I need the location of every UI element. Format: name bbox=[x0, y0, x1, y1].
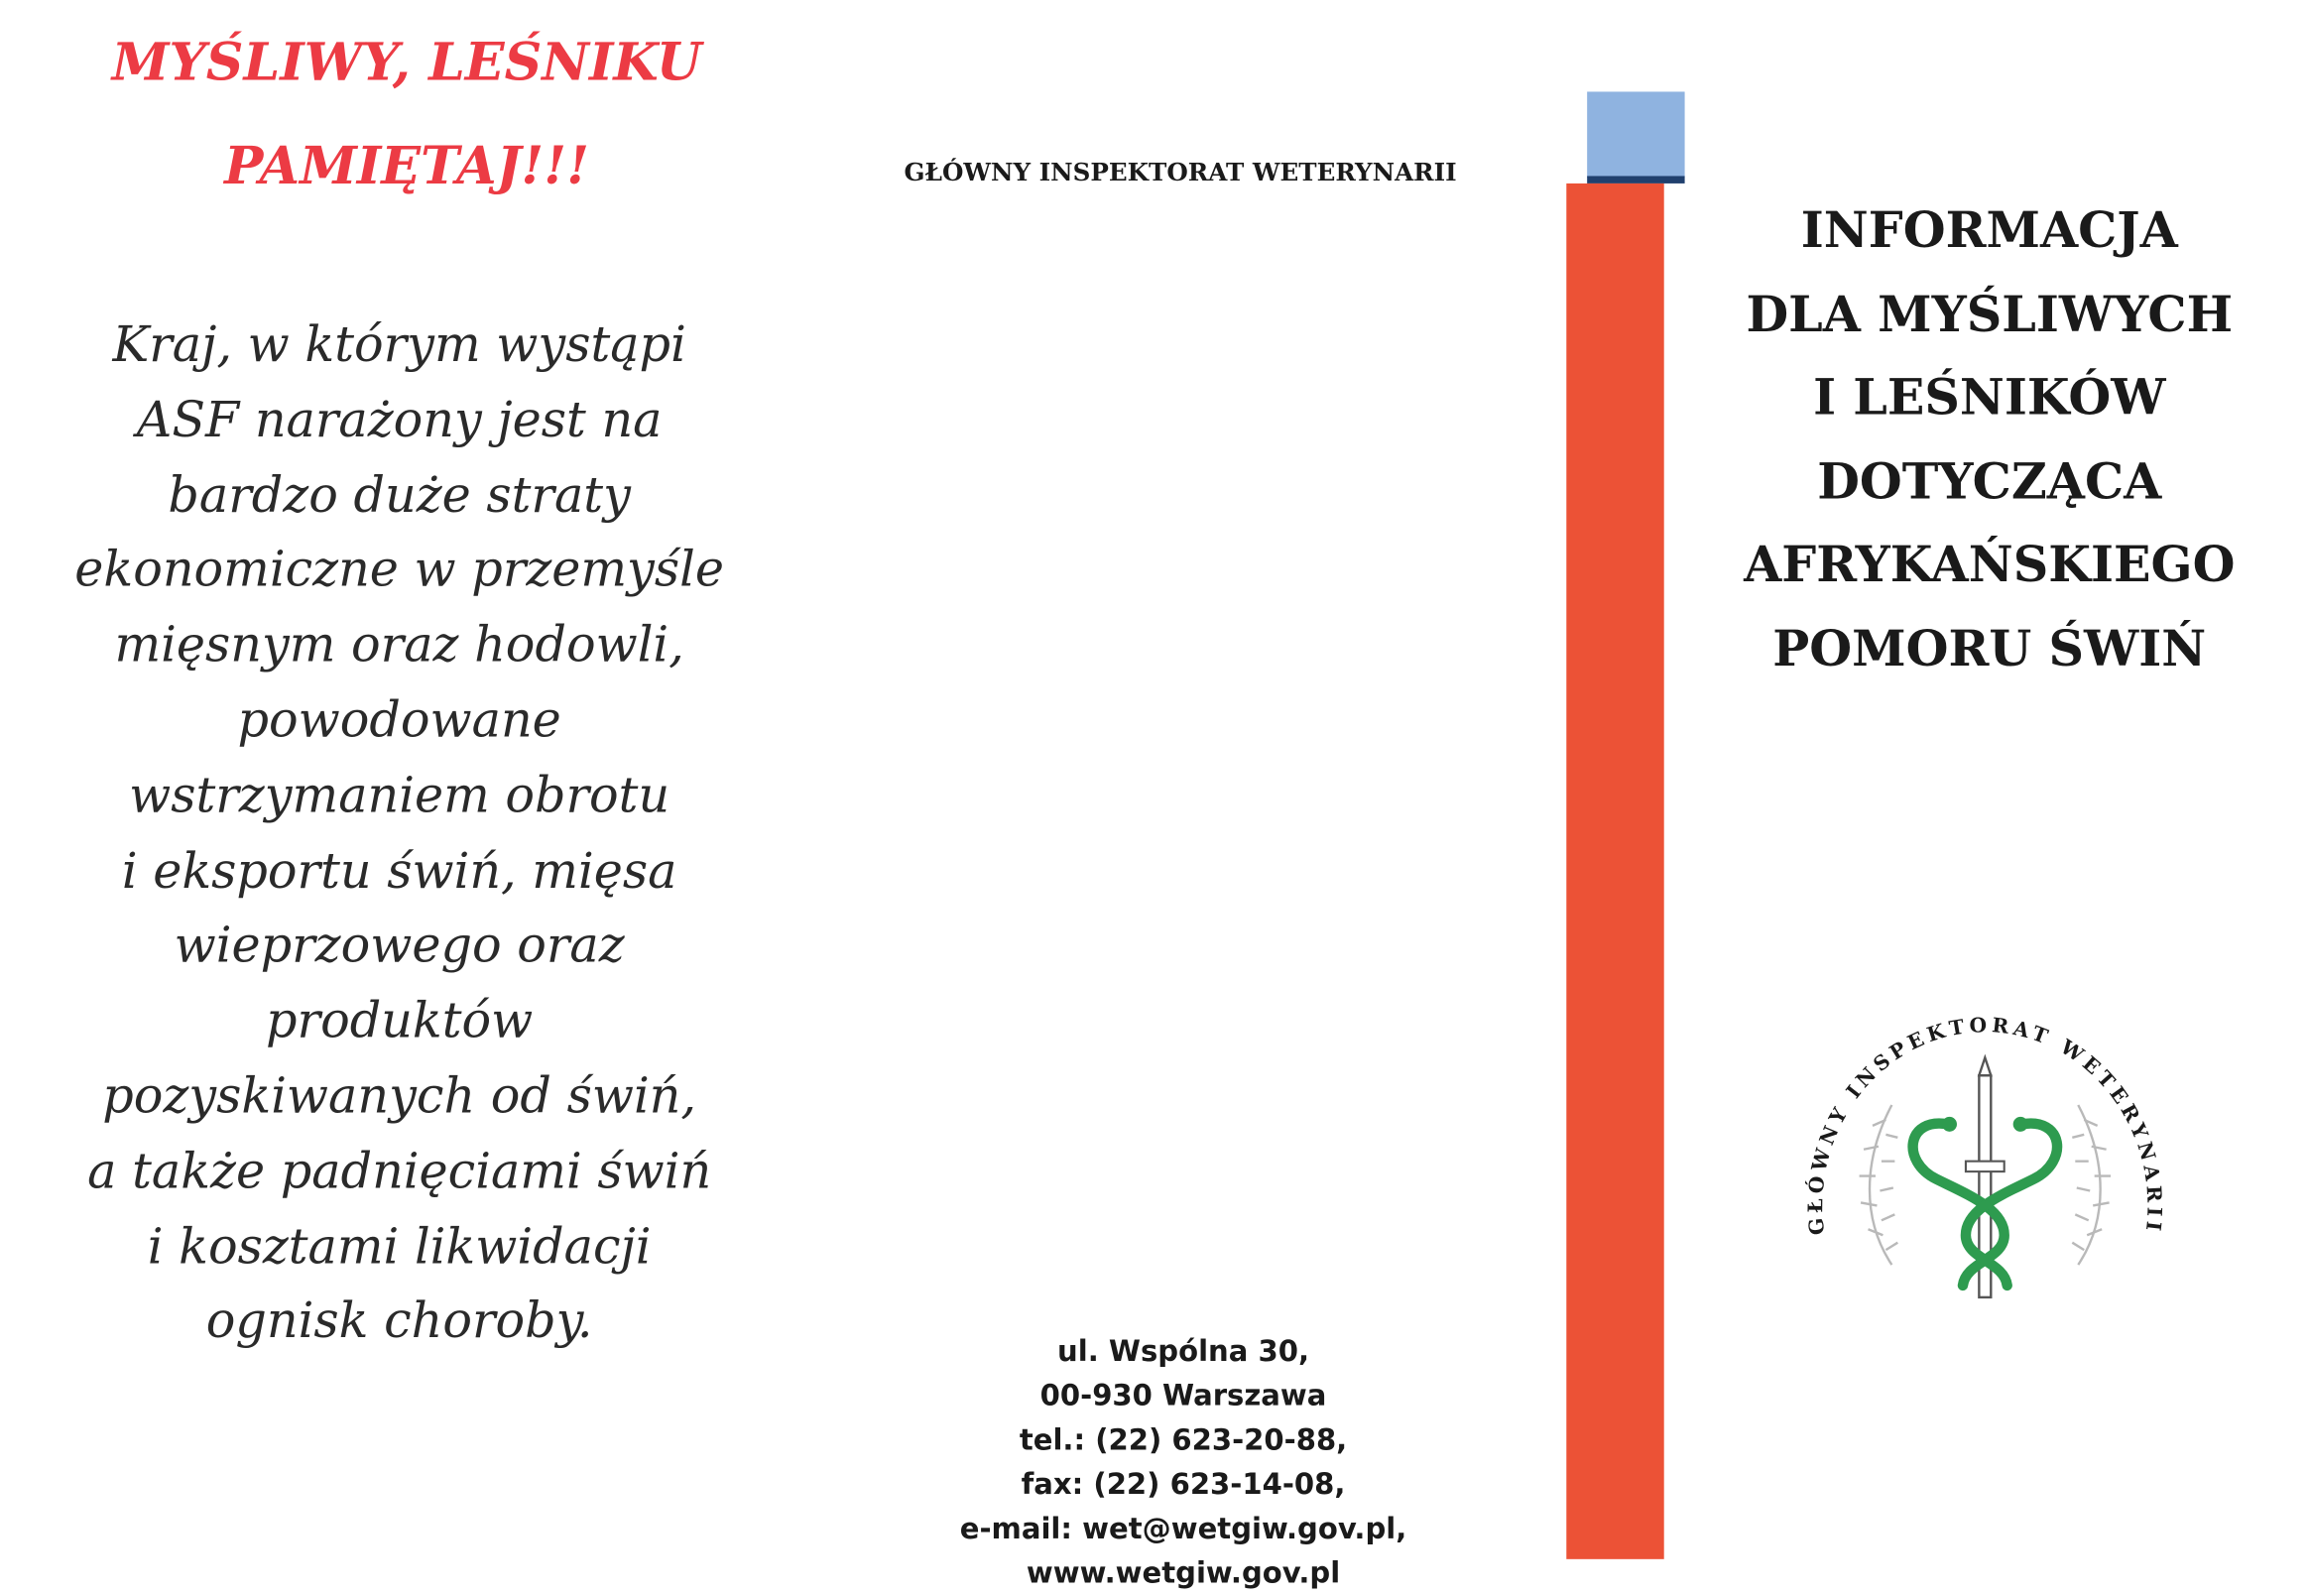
organization-name: GŁÓWNY INSPEKTORAT WETERYNARII bbox=[904, 158, 1457, 186]
title-line: DOTYCZĄCA bbox=[1817, 451, 2162, 510]
body-line: ekonomiczne w przemyśle bbox=[74, 540, 724, 599]
stripe-divider bbox=[1587, 176, 1684, 183]
contact-address bbox=[888, 1330, 1480, 1591]
title-line: AFRYKAŃSKIEGO bbox=[1744, 535, 2236, 594]
address-phone: tel.: (22) 623-20-88, bbox=[1019, 1422, 1348, 1457]
body-line: ognisk choroby. bbox=[205, 1291, 593, 1350]
body-line: Kraj, w którym wystąpi bbox=[112, 314, 686, 373]
stripe-red-bar bbox=[1566, 184, 1663, 1559]
body-line: powodowane bbox=[237, 690, 561, 749]
stripe-blue-block bbox=[1587, 91, 1684, 177]
seal-text: GŁÓWNY INSPEKTORAT WETERYNARII bbox=[1803, 1013, 2167, 1237]
left-body-text bbox=[22, 307, 777, 1360]
title-line: INFORMACJA bbox=[1800, 200, 2178, 259]
address-fax: fax: (22) 623-14-08, bbox=[1021, 1467, 1346, 1502]
body-line: wstrzymaniem obrotu bbox=[129, 766, 670, 824]
title-line: POMORU ŚWIŃ bbox=[1772, 619, 2207, 677]
address-city: 00-930 Warszawa bbox=[1039, 1378, 1327, 1413]
body-line: produktów bbox=[266, 991, 534, 1049]
cover-title bbox=[1686, 189, 2292, 691]
body-line: bardzo duże straty bbox=[168, 465, 631, 524]
left-heading-line1: MYŚLIWY, LEŚNIKU bbox=[111, 32, 702, 93]
body-line: wieprzowego oraz bbox=[174, 916, 625, 974]
address-street: ul. Wspólna 30, bbox=[1057, 1334, 1310, 1369]
address-website: www.wetgiw.gov.pl bbox=[1026, 1555, 1341, 1591]
caduceus-seal-icon bbox=[1800, 1014, 2170, 1324]
body-line: i eksportu świń, mięsa bbox=[121, 840, 677, 900]
address-email: e-mail: wet@wetgiw.gov.pl, bbox=[959, 1512, 1407, 1546]
left-heading-line2: PAMIĘTAJ!!! bbox=[224, 136, 590, 197]
body-line: a także padnięciami świń bbox=[87, 1141, 712, 1200]
body-line: i kosztami likwidacji bbox=[147, 1216, 652, 1275]
body-line: ASF narażony jest na bbox=[136, 390, 663, 448]
title-line: DLA MYŚLIWYCH bbox=[1746, 285, 2234, 343]
body-line: mięsnym oraz hodowli, bbox=[114, 615, 684, 674]
title-line: I LEŚNIKÓW bbox=[1813, 368, 2166, 427]
body-line: pozyskiwanych od świń, bbox=[102, 1066, 697, 1125]
